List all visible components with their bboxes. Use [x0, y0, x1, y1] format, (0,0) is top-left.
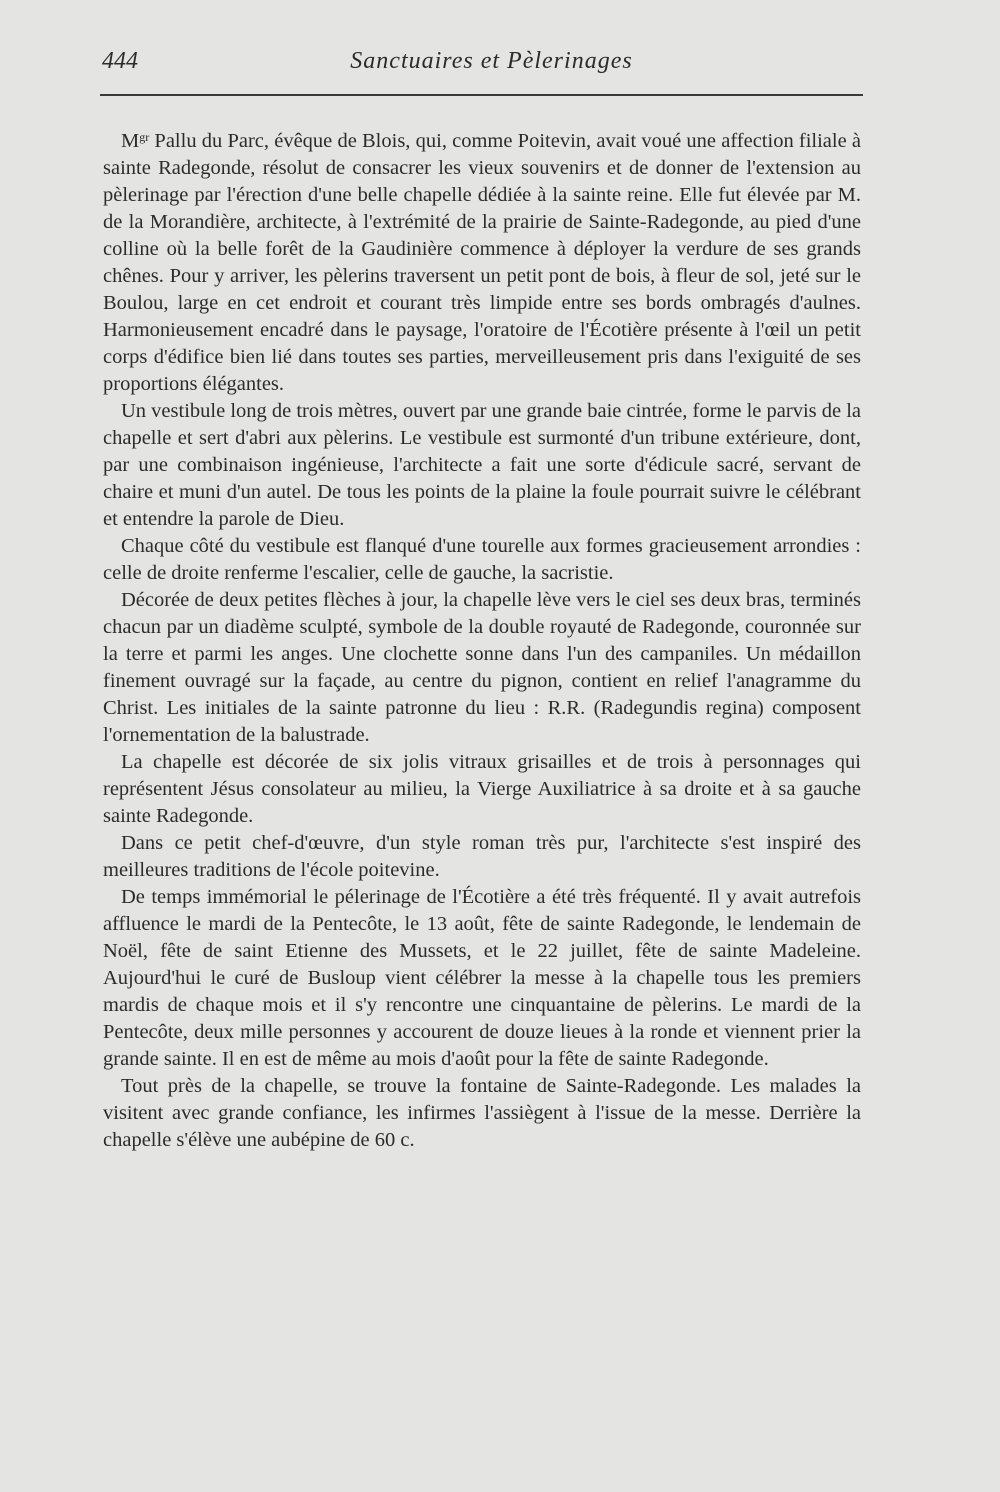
title-abbreviation-superscript: gr — [139, 130, 150, 144]
paragraph: La chapelle est décorée de six jolis vitraux grisailles et de trois à personnages qui représentent Jésus consolateur au milieu, la Vierge Auxiliatrice à sa droite et à sa gauche sainte Radegonde. — [103, 751, 861, 827]
page-header — [100, 48, 863, 88]
paragraph: Décorée de deux petites flèches à jour, la chapelle lève vers le ciel ses deux bras, terminés chacun par un diadème sculpté, symbole de la double royauté de Radegonde, couronnée sur la terre et parmi les anges. Une clochette sonne dans l'un des campaniles. Un médaillon finement ouvragé sur la façade, au centre du pignon, contient en relief l'anagramme du Christ. Les initiales de la sainte patronne du lieu : R.R. (Radegundis regina) composent l'ornementation de la balustrade. — [103, 589, 861, 746]
paragraph: Tout près de la chapelle, se trouve la fontaine de Sainte-Radegonde. Les malades la visitent avec grande confiance, les infirmes l'assiègent à l'issue de la messe. Derrière la chapelle s'élève une aubépine de 60 c. — [103, 1075, 861, 1151]
paragraph — [103, 124, 861, 398]
paragraph: Un vestibule long de trois mètres, ouvert par une grande baie cintrée, forme le parvis de la chapelle et sert d'abri aux pèlerins. Le vestibule est surmonté d'un tribune extérieure, dont, par une combinaison ingénieuse, l'architecte a fait une sorte d'édicule sacré, servant de chaire et muni d'un autel. De tous les points de la plaine la foule pourrait suivre le célébrant et entendre la parole de Dieu. — [103, 400, 862, 530]
paragraph: De temps immémorial le pélerinage de l'Écotière a été très fréquenté. Il y avait autrefois affluence le mardi de la Pentecôte, le 13 août, fête de sainte Radegonde, le lendemain de Noël, fête de saint Etienne des Mussets, et le 22 juillet, fête de sainte Madeleine. Aujourd'hui le curé de Busloup vient célébrer la messe à la chapelle tous les premiers mardis de chaque mois et il s'y rencontre une cinquantaine de pèlerins. Le mardi de la Pentecôte, deux mille personnes y accourent de douze lieues à la ronde et viennent prier la grande sainte. Il en est de même au mois d'août pour la fête de sainte Radegonde. — [103, 886, 861, 1070]
paragraph: Chaque côté du vestibule est flanqué d'une tourelle aux formes gracieusement arrondies : celle de droite renferme l'escalier, celle de gauche, la sacristie. — [103, 535, 861, 584]
paragraph-text: Pallu du Parc, évêque de Blois, qui, comme Poitevin, avait voué une affection filiale à sainte Radegonde, résolut de consacrer les vieux souvenirs et de donner de l'extension au pèlerinage par l'érection d'une belle chapelle dédiée à la sainte reine. Elle fut élevée par M. de la Morandière, architecte, à l'extrémité de la prairie de Sainte-Radegonde, au pied d'une colline où la belle forêt de la Gaudinière commence à déployer la verdure de ses grands chênes. Pour y arriver, les pèlerins traversent un petit pont de bois, à fleur de sol, jeté sur le Boulou, large en cet endroit et courant très limpide entre ses bords ombragés d'aulnes. Harmonieusement encadré dans le paysage, l'oratoire de l'Écotière présente à l'œil un petit corps d'édifice bien lié dans toutes ses parties, merveilleusement pris dans l'exiguité de ses proportions élégantes. — [103, 130, 861, 395]
running-title: Sanctuaires et Pèlerinages — [350, 48, 633, 74]
page-number: 444 — [102, 48, 138, 74]
paragraph: Dans ce petit chef-d'œuvre, d'un style roman très pur, l'architecte s'est inspiré des meilleures traditions de l'école poitevine. — [103, 832, 861, 881]
title-abbreviation: M — [121, 130, 140, 152]
body-text — [103, 124, 861, 1154]
header-rule — [100, 94, 863, 96]
